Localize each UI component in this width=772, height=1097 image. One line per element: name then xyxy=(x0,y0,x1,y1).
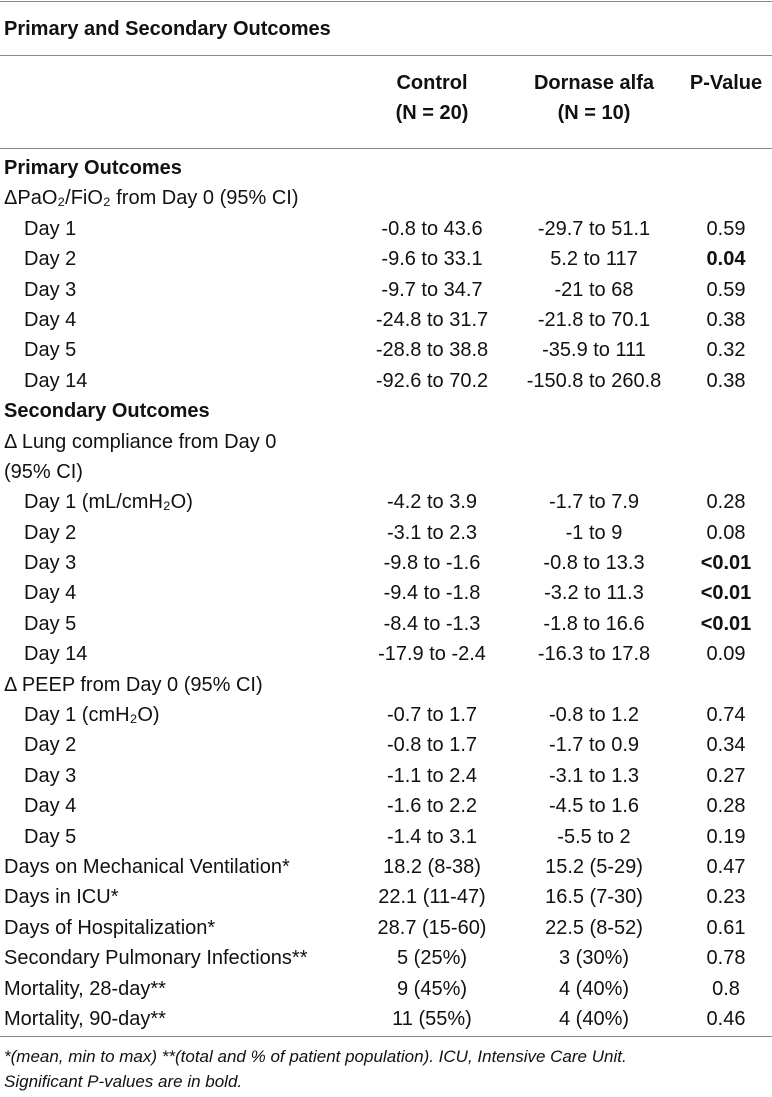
row-label: Δ Lung compliance from Day 0 xyxy=(4,430,277,453)
table-row xyxy=(0,275,772,305)
dornase-value: -0.8 to 1.2 xyxy=(548,704,640,727)
group-heading-row xyxy=(0,427,772,457)
p-value: 0.08 xyxy=(706,521,746,544)
dornase-value: 16.5 (7-30) xyxy=(545,886,643,909)
table-row xyxy=(0,1004,772,1034)
p-value: 0.38 xyxy=(706,308,746,331)
control-value: -4.2 to 3.9 xyxy=(386,491,478,514)
table-row xyxy=(0,761,772,791)
p-value: 0.27 xyxy=(706,764,746,787)
table-row xyxy=(0,518,772,548)
control-value: 28.7 (15-60) xyxy=(377,916,487,939)
row-label: Day 14 xyxy=(24,643,88,666)
column-header-dornase xyxy=(504,68,684,128)
table-row xyxy=(0,822,772,852)
table-row xyxy=(0,943,772,973)
column-header-dornase-n: (N = 10) xyxy=(557,102,631,124)
table-row xyxy=(0,700,772,730)
control-value: -9.7 to 34.7 xyxy=(381,278,483,301)
column-header-dornase-name: Dornase alfa xyxy=(533,72,655,94)
dornase-value: 4 (40%) xyxy=(558,1007,630,1030)
table-row xyxy=(0,882,772,912)
row-label: Day 5 xyxy=(24,339,77,362)
control-value: -17.9 to -2.4 xyxy=(378,643,486,666)
row-label: Day 3 xyxy=(24,764,77,787)
table-row xyxy=(0,730,772,760)
dornase-value: -35.9 to 111 xyxy=(542,339,646,362)
dornase-value: -3.2 to 11.3 xyxy=(544,582,644,605)
p-value: 0.28 xyxy=(706,491,746,514)
table-row xyxy=(0,335,772,365)
row-label: Day 4 xyxy=(24,308,77,331)
p-value: 0.04 xyxy=(706,248,746,271)
row-label: Day 1 xyxy=(24,217,77,240)
p-value: 0.19 xyxy=(706,825,746,848)
table-row xyxy=(0,913,772,943)
row-label: Day 5 xyxy=(24,825,77,848)
section-heading-row xyxy=(0,153,772,183)
dornase-value: -1.7 to 0.9 xyxy=(548,734,640,757)
table-row xyxy=(0,639,772,669)
p-value: <0.01 xyxy=(700,552,752,575)
table-footnote xyxy=(4,1044,768,1094)
control-value: -9.8 to -1.6 xyxy=(383,552,481,575)
dornase-value: -150.8 to 260.8 xyxy=(526,369,662,392)
control-value: 11 (55%) xyxy=(392,1007,472,1030)
group-heading-row xyxy=(0,457,772,487)
dornase-value: 22.5 (8-52) xyxy=(545,916,643,939)
table-row xyxy=(0,548,772,578)
control-value: -8.4 to -1.3 xyxy=(383,612,481,635)
table-row xyxy=(0,974,772,1004)
row-label: Day 2 xyxy=(24,734,77,757)
p-value: 0.32 xyxy=(706,339,746,362)
table-caption: Primary and Secondary Outcomes xyxy=(4,18,331,40)
control-value: -24.8 to 31.7 xyxy=(375,308,489,331)
row-label: Secondary Outcomes xyxy=(4,400,210,423)
p-value: 0.46 xyxy=(706,1007,746,1030)
p-value: 0.78 xyxy=(706,947,746,970)
dornase-value: -16.3 to 17.8 xyxy=(537,643,651,666)
column-header-control-n: (N = 20) xyxy=(395,102,469,124)
p-value: 0.47 xyxy=(706,855,746,878)
p-value: 0.38 xyxy=(706,369,746,392)
p-value: 0.61 xyxy=(706,916,746,939)
group-heading-row xyxy=(0,670,772,700)
row-label: Day 4 xyxy=(24,582,77,605)
p-value: 0.09 xyxy=(706,643,746,666)
row-label: Day 4 xyxy=(24,795,77,818)
p-value: 0.74 xyxy=(706,704,746,727)
control-value: -92.6 to 70.2 xyxy=(375,369,489,392)
control-value: 18.2 (8-38) xyxy=(383,855,481,878)
row-label: Day 1 (cmH₂O) xyxy=(24,704,160,727)
dornase-value: 3 (30%) xyxy=(558,947,630,970)
group-heading-row xyxy=(0,183,772,213)
p-value: 0.59 xyxy=(706,278,746,301)
control-value: -9.6 to 33.1 xyxy=(381,248,483,271)
column-header-control xyxy=(352,68,512,128)
control-value: -0.8 to 43.6 xyxy=(381,217,483,240)
dornase-value: 4 (40%) xyxy=(558,977,630,1000)
control-value: 5 (25%) xyxy=(396,947,468,970)
dornase-value: -4.5 to 1.6 xyxy=(548,795,640,818)
row-label: Mortality, 28-day** xyxy=(4,977,166,1000)
control-value: -0.7 to 1.7 xyxy=(386,704,478,727)
row-label: Δ PEEP from Day 0 (95% CI) xyxy=(4,673,263,696)
row-label: Day 14 xyxy=(24,369,88,392)
dornase-value: -1 to 9 xyxy=(565,521,623,544)
section-heading-row xyxy=(0,396,772,426)
footnote-line: *(mean, min to max) **(total and % of patient population). ICU, Intensive Care Unit. xyxy=(4,1047,627,1066)
row-label: (95% CI) xyxy=(4,460,83,483)
p-value: 0.34 xyxy=(706,734,746,757)
bottom-rule xyxy=(0,1036,772,1037)
dornase-value: 15.2 (5-29) xyxy=(545,855,643,878)
control-value: -28.8 to 38.8 xyxy=(375,339,489,362)
row-label: Secondary Pulmonary Infections** xyxy=(4,947,308,970)
p-value: <0.01 xyxy=(700,612,752,635)
row-label: Day 1 (mL/cmH₂O) xyxy=(24,491,193,514)
table-row xyxy=(0,609,772,639)
control-value: 22.1 (11-47) xyxy=(378,886,486,909)
p-value: <0.01 xyxy=(700,582,752,605)
footnote-line: Significant P-values are in bold. xyxy=(4,1072,243,1091)
dornase-value: 5.2 to 117 xyxy=(550,248,638,271)
table-row xyxy=(0,214,772,244)
row-label: ΔPaO₂/FiO₂ from Day 0 (95% CI) xyxy=(4,187,299,210)
row-label: Day 2 xyxy=(24,248,77,271)
row-label: Day 2 xyxy=(24,521,77,544)
control-value: -1.1 to 2.4 xyxy=(386,764,478,787)
row-label: Days of Hospitalization* xyxy=(4,916,216,939)
dornase-value: -5.5 to 2 xyxy=(557,825,631,848)
p-value: 0.8 xyxy=(712,977,740,1000)
table-body xyxy=(0,153,772,1034)
control-value: -0.8 to 1.7 xyxy=(386,734,478,757)
dornase-value: -3.1 to 1.3 xyxy=(548,764,640,787)
header-rule xyxy=(0,148,772,149)
control-value: -1.4 to 3.1 xyxy=(386,825,478,848)
dornase-value: -1.8 to 16.6 xyxy=(543,612,645,635)
column-header-control-name: Control xyxy=(396,72,468,94)
table-row xyxy=(0,305,772,335)
table-row xyxy=(0,791,772,821)
control-value: -1.6 to 2.2 xyxy=(386,795,478,818)
control-value: 9 (45%) xyxy=(396,977,468,1000)
p-value: 0.59 xyxy=(706,217,746,240)
dornase-value: -0.8 to 13.3 xyxy=(543,552,645,575)
caption-rule xyxy=(0,55,772,56)
row-label: Primary Outcomes xyxy=(4,157,182,179)
table-row xyxy=(0,366,772,396)
table-row xyxy=(0,487,772,517)
top-rule xyxy=(0,1,772,2)
p-value: 0.23 xyxy=(706,886,746,909)
table-row xyxy=(0,244,772,274)
row-label: Days on Mechanical Ventilation* xyxy=(4,855,290,878)
dornase-value: -21.8 to 70.1 xyxy=(537,308,651,331)
table-row xyxy=(0,578,772,608)
column-header-pvalue-name: P-Value xyxy=(689,72,763,94)
control-value: -9.4 to -1.8 xyxy=(383,582,481,605)
dornase-value: -1.7 to 7.9 xyxy=(548,491,640,514)
control-value: -3.1 to 2.3 xyxy=(386,521,478,544)
column-header-pvalue xyxy=(680,68,772,98)
row-label: Mortality, 90-day** xyxy=(4,1007,166,1030)
table-row xyxy=(0,852,772,882)
row-label: Day 3 xyxy=(24,552,77,575)
dornase-value: -21 to 68 xyxy=(554,278,634,301)
row-label: Day 5 xyxy=(24,612,77,635)
dornase-value: -29.7 to 51.1 xyxy=(537,217,651,240)
row-label: Day 3 xyxy=(24,278,77,301)
p-value: 0.28 xyxy=(706,795,746,818)
row-label: Days in ICU* xyxy=(4,886,119,909)
